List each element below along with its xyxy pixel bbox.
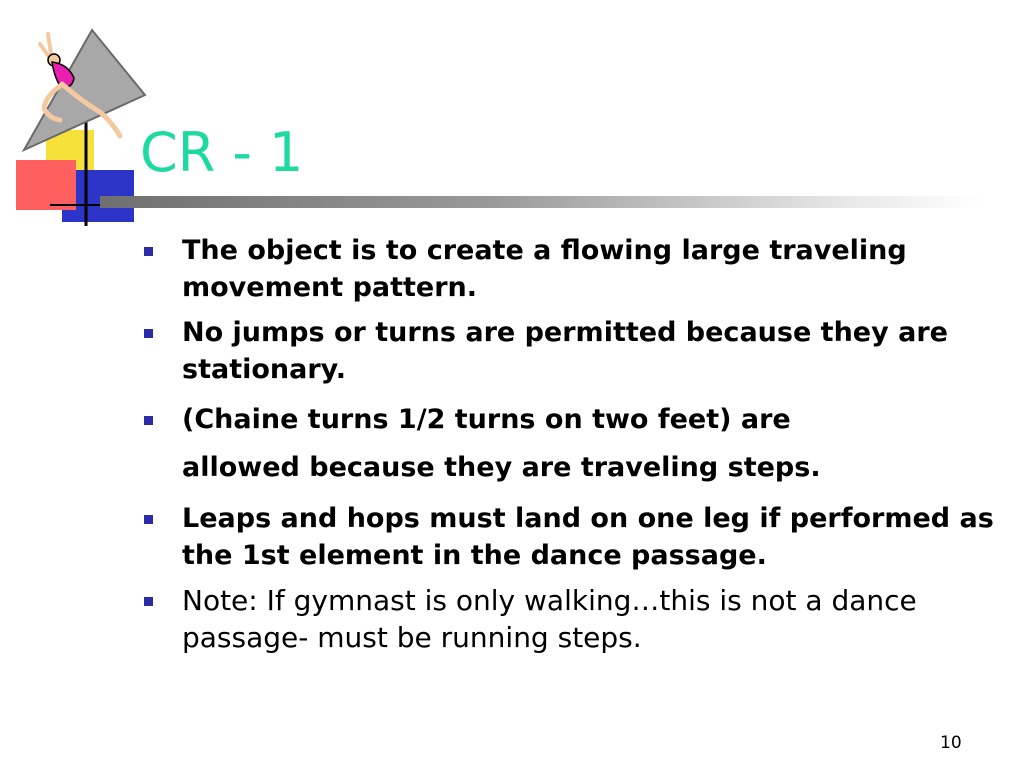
bullet-text: Note: If gymnast is only walking…this is not a dance passage- must be running steps. bbox=[182, 584, 917, 654]
bullet-list bbox=[140, 232, 1000, 664]
square-bullet-icon bbox=[144, 515, 153, 524]
square-bullet-icon bbox=[144, 416, 153, 425]
bullet-text: The object is to create a flowing large traveling movement pattern. bbox=[182, 235, 907, 303]
square-bullet-icon bbox=[144, 247, 153, 256]
square-bullet-icon bbox=[144, 329, 153, 338]
bullet-item bbox=[140, 396, 1000, 492]
bullet-item bbox=[140, 232, 1000, 306]
slide-title: CR - 1 bbox=[140, 121, 304, 184]
page-number: 10 bbox=[940, 733, 962, 753]
square-bullet-icon bbox=[144, 597, 153, 606]
title-divider bbox=[100, 196, 980, 208]
bullet-text: Leaps and hops must land on one leg if performed as the 1st element in the dance passage. bbox=[182, 503, 994, 571]
bullet-text: No jumps or turns are permitted because they are stationary. bbox=[182, 317, 948, 385]
bullet-item bbox=[140, 582, 1000, 656]
bullet-text: (Chaine turns 1/2 turns on two feet) are allowed because they are traveling steps. bbox=[182, 404, 821, 483]
bullet-item bbox=[140, 314, 1000, 388]
bullet-item bbox=[140, 500, 1000, 574]
